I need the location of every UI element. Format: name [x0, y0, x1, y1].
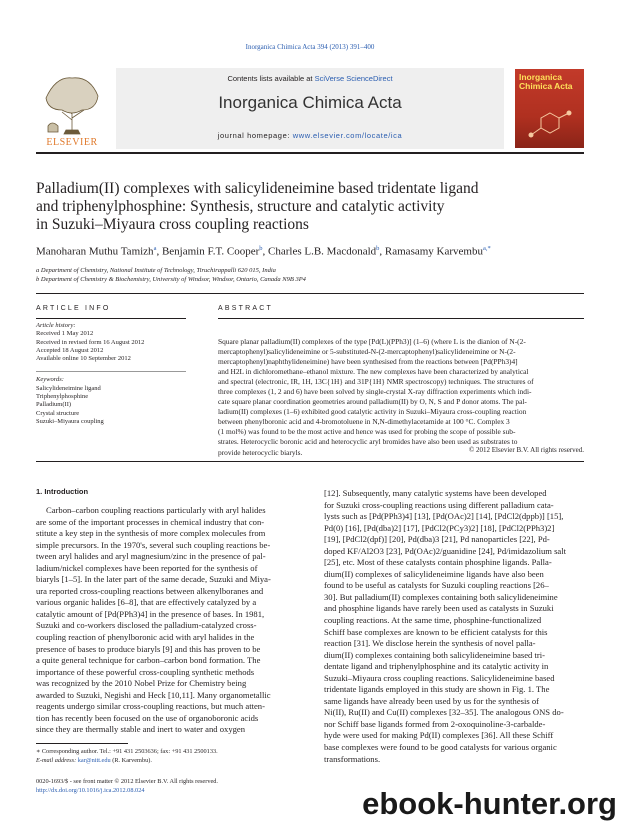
affiliation-rule [36, 293, 584, 294]
body-line: for Suzuki cross-coupling reactions using different palladium cata- [324, 499, 554, 510]
abstract-line: cate square planar coordination geometries around palladium(II) by O, N, S and P donor atoms. The pal- [218, 397, 527, 407]
body-line: base complexes were found to be good catalysts for various organic [324, 742, 557, 753]
body-line: Suzuki–Miyaura cross coupling reactions. Salicylideneimine based [324, 672, 555, 683]
author-list [36, 245, 596, 258]
body-line: same ligands have already been used by us for the synthesis of [324, 695, 540, 706]
keywords-label: Keywords: [36, 376, 64, 384]
body-line: coupling reaction of phenylboronic acid with aryl halides in the [36, 632, 255, 643]
contents-line [116, 74, 504, 83]
body-line: reagents undergo similar cross-coupling reactions, but much atten- [36, 701, 265, 712]
sciencedirect-link[interactable]: SciVerse ScienceDirect [314, 74, 393, 83]
keyword: Crystal structure [36, 409, 80, 417]
corresponding-author-footnote [36, 748, 300, 765]
body-line: biaryls [1–5]. In the later part of the same decade, Suzuki and Miya- [36, 574, 271, 585]
body-line: doped KF/Al2O3 [23], Pd(OAc)2/guanidine [24], Pd/imidazolium salt [324, 545, 567, 556]
front-matter-footnote [36, 778, 300, 795]
cover-molecule-icon [523, 109, 577, 145]
watermark-overlay [362, 776, 620, 827]
corresponding-line: ∗ Corresponding author. Tel.: +91 431 2503636; fax: +91 431 2500133. [36, 748, 218, 755]
article-title [36, 180, 584, 234]
body-line: dium(II) complexes containing both salicylideneimine based tri- [324, 649, 545, 660]
author-affil-mark[interactable]: b [376, 245, 380, 252]
section-heading-introduction: 1. Introduction [36, 487, 89, 496]
body-line: and phosphine ligands have rarely been used as catalysts in Suzuki [324, 603, 554, 614]
body-line: tween aryl halides and aryl magnesium/zinc in the presence of pal- [36, 551, 266, 562]
affiliation-b: b Department of Chemistry & Biochemistry, University of Windsor, Windsor, Ontario, Canada N9B 3P4 [36, 276, 306, 283]
issn-line: 0020-1693/$ - see front matter © 2012 Elsevier B.V. All rights reserved. [36, 778, 218, 785]
author-name: , Charles L.B. Macdonald [262, 245, 377, 258]
article-info-rule [36, 318, 186, 319]
history-item: Available online 10 September 2012 [36, 355, 131, 363]
body-line: dentate ligand and triphenylphosphine and its catalytic activity in [324, 661, 549, 672]
abstract-text [218, 337, 584, 458]
body-line: catalytic amount of [Pd(PPh3)4] in the presence of bases. In 1981, [36, 608, 265, 619]
abstract-line: and H2L in dichloromethane–ethanol mixture. The new complexes have been characterized by analytical [218, 367, 529, 377]
history-item: Received in revised form 16 August 2012 [36, 338, 145, 346]
body-line: importance of these powerful cross-coupling synthetic methods [36, 666, 255, 677]
abstract-line: three complexes (1, 2 and 6) have been solved by single-crystal X-ray diffraction experiments which indi- [218, 387, 532, 397]
abstract-end-rule [36, 461, 584, 462]
body-line: Suzuki and co-workers disclosed the palladium-catalyzed cross- [36, 620, 257, 631]
body-line: a quite general technique for carbon–carbon bond formation. The [36, 655, 261, 666]
email-link[interactable]: kar@nitt.edu [77, 756, 111, 764]
abstract-line: mercaptophenyl)naphthylideneimine) have been synthesised from the reactions between [Pd(PPh3)4] [218, 357, 518, 367]
contents-prefix: Contents lists available at [227, 74, 315, 83]
footnote-rule [36, 743, 128, 744]
homepage-link[interactable]: www.elsevier.com/locate/ica [292, 131, 403, 140]
author-name: Manoharan Muthu Tamizh [36, 245, 154, 258]
abstract-heading: ABSTRACT [218, 305, 273, 312]
author-name: , Ramasamy Karvembu [379, 245, 483, 258]
keywords-rule [36, 371, 186, 372]
body-line: since they are thermally stable and inert to water and oxygen [36, 724, 246, 735]
body-line: tridentate ligands employed in this study are shown in Fig. 1. The [324, 684, 550, 695]
body-line: hyde were used for making Pd(II) complexes [36]. All these Schiff [324, 730, 554, 741]
keyword: Triphenylphosphine [36, 393, 89, 401]
body-line: 30]. But palladium(II) complexes containing both salicylideneimine [324, 591, 558, 602]
author-name: , Benjamin F.T. Cooper [156, 245, 260, 258]
body-line: various organic halides [6–8], that are effectively catalyzed by a [36, 597, 257, 608]
elsevier-tree-logo-icon [36, 70, 108, 148]
header-rule [36, 152, 584, 154]
body-line: awarded to Suzuki, Negishi and Heck [10,11]. Many organometallic [36, 689, 271, 700]
body-line: was recognized by the 2010 Nobel Prize for Chemistry being [36, 678, 247, 689]
body-line: lysts such as [Pd(PPh3)4] [13], [Pd(OAc)2] [14], [PdCl2(dppb)] [15], [324, 511, 564, 522]
cover-title: Inorganica Chimica Acta [519, 72, 573, 91]
intro-right-column [324, 488, 586, 765]
body-line: transformations. [324, 753, 381, 764]
history-label: Article history: [36, 322, 76, 329]
title-line: in Suzuki–Miyaura cross coupling reactions [36, 216, 309, 233]
body-line: ladium/nickel complexes have been reported for the synthesis of [36, 562, 258, 573]
keyword: Salicylideneimine ligand [36, 384, 101, 392]
author-affil-mark[interactable]: a,* [482, 245, 491, 252]
author-affil-mark[interactable]: b [259, 245, 263, 252]
copyright-notice: © 2012 Elsevier B.V. All rights reserved. [468, 446, 584, 454]
article-info-block [36, 322, 176, 426]
history-item: Received 1 May 2012 [36, 330, 94, 338]
body-line: Pd(0) [16], [Pd(dba)2] [17], [PdCl2(PCy3)2] [18], [PdCl2(PPh3)2] [324, 522, 555, 533]
author-affil-mark[interactable]: a [153, 245, 157, 252]
body-line: [19], [PdCl2(dpf)] [20], Pd(dba)3 [21], Pd nanoparticles [22], Pd- [324, 534, 550, 545]
title-line: and triphenylphosphine: Synthesis, structure and catalytic activity [36, 198, 445, 215]
body-line: Ni(II), Ru(II) and Cu(II) complexes [32–35]. The analogous ONS do- [324, 707, 564, 718]
abstract-rule [218, 318, 584, 319]
doi-link[interactable]: http://dx.doi.org/10.1016/j.ica.2012.08.024 [36, 786, 145, 794]
abstract-line: mercaptophenyl)salicylideneimine or 5-substituted-N-(2-mercaptophenyl)salicylideneimine or N-(2- [218, 347, 516, 357]
journal-citation[interactable]: Inorganica Chimica Acta 394 (2013) 391–400 [245, 43, 375, 51]
body-line: tion has recently been focused on the use of organoboronic acids [36, 712, 259, 723]
body-line: reaction [31]. We disclose herein the synthesis of novel palla- [324, 638, 536, 649]
journal-title: Inorganica Chimica Acta [218, 93, 402, 112]
history-item: Accepted 18 August 2012 [36, 346, 104, 354]
body-line: stitute a key step in the synthesis of more complex molecules from [36, 528, 266, 539]
abstract-line: and spectral (electronic, IR, 1H, 13C{1H} and 31P{1H} NMR spectroscopy) techniques. The structures of [218, 377, 534, 387]
body-line: are some of the important processes in chemical industry that con- [36, 516, 265, 527]
body-line: coupling reactions. At the same time, phosphine-functionalized [324, 615, 542, 626]
body-line: presence of bases to produce biaryls [9] and this has proven to be [36, 643, 261, 654]
body-line: simple precursors. In the 1970's, several such coupling reactions be- [36, 539, 271, 550]
journal-homepage [116, 131, 504, 140]
homepage-prefix: journal homepage: [217, 131, 293, 140]
watermark-text: ebook-hunter.org [362, 786, 617, 821]
body-line: dium(II) complexes of salicylideneimine ligands have also been [324, 568, 544, 579]
title-line: Palladium(II) complexes with salicylideneimine based tridentate ligand [36, 180, 479, 197]
body-line: nor Schiff base ligands formed from 2-oxoquinoline-3-carbalde- [324, 718, 546, 729]
abstract-line: between phenylboronic acid and 4-bromotoluene in N,N-dimethylacetamide at 100 °C. Complex 3 [218, 417, 510, 427]
intro-left-column [36, 505, 300, 736]
body-line: Schiff base complexes are known to be efficient catalysts for this [324, 626, 548, 637]
email-suffix: (R. Karvembu). [110, 756, 152, 764]
keyword: Suzuki–Miyaura coupling [36, 417, 104, 425]
abstract-line: strates. Heterocyclic boronic acid and heterocyclic aryl bromides have also been used as substrates to [218, 437, 518, 447]
abstract-line: ladium(II) complexes (1–6) exhibited good catalytic activity in Suzuki–Miyaura cross-coupling reaction [218, 407, 527, 417]
article-info-heading: ARTICLE INFO [36, 305, 111, 312]
body-line: found to be useful as catalysts for Suzuki coupling reactions [26– [324, 580, 549, 591]
affiliation-a: a Department of Chemistry, National Institute of Technology, Tiruchirappalli 620 015, India [36, 267, 276, 274]
body-line: ura reported cross-coupling reactions between alkenylboranes and [36, 585, 264, 596]
abstract-line: Square planar palladium(II) complexes of the type [Pd(L)(PPh3)] (1–6) (where L is the dianion of N-(2- [218, 337, 526, 346]
body-line: [25], etc. Most of these catalysts contain phosphine ligands. Palla- [324, 557, 552, 568]
body-line: Carbon–carbon coupling reactions particularly with aryl halides [46, 505, 266, 515]
journal-cover-thumbnail [515, 69, 584, 148]
abstract-line: provide heterocyclic biaryls. [218, 447, 303, 457]
body-line: [12]. Subsequently, many catalytic systems have been developed [324, 488, 547, 498]
email-label: E-mail address: [36, 756, 78, 764]
abstract-line: (1 mol%) was found to be the most active and hence was used for probing the scope of possible sub- [218, 427, 516, 437]
publisher-name: ELSEVIER [46, 137, 98, 148]
keyword: Palladium(II) [36, 401, 72, 409]
